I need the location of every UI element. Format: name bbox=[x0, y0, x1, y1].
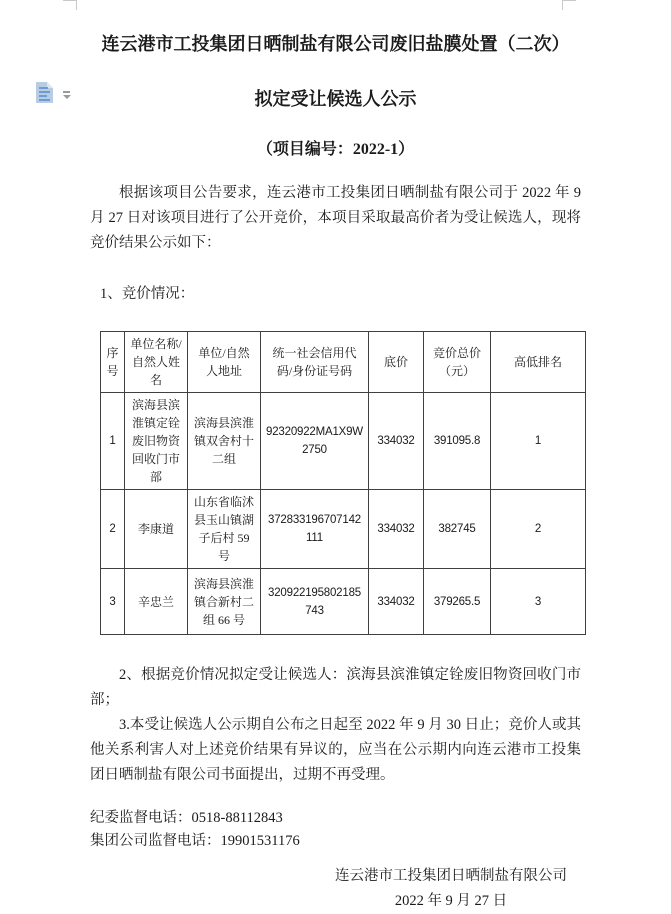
table-cell-credit-code: 92320922MA1X9W2750 bbox=[261, 393, 369, 490]
table-cell-rank: 3 bbox=[491, 569, 586, 635]
table-header-cell: 序号 bbox=[101, 332, 125, 393]
table-header-cell: 单位/自然人地址 bbox=[188, 332, 261, 393]
intro-paragraph: 根据该项目公告要求，连云港市工投集团日晒制盐有限公司于 2022 年 9 月 27 日对该项目进行了公开竞价，本项目采取最高价者为受让候选人，现将竞价结果公示如下： bbox=[90, 185, 581, 251]
table-cell-address: 山东省临沭县玉山镇湖子后村 59 号 bbox=[188, 490, 261, 569]
section-1-heading: 1、竞价情况： bbox=[100, 286, 195, 302]
table-cell-bid-total: 379265.5 bbox=[424, 569, 491, 635]
table-cell-name: 滨海县滨淮镇定铨废旧物资回收门市部 bbox=[125, 393, 188, 490]
table-cell-credit-code: 320922195802185743 bbox=[261, 569, 369, 635]
candidate-paragraph: 2、根据竞价情况拟定受让候选人：滨海县滨淮镇定铨废旧物资回收门市部； bbox=[90, 667, 581, 708]
dropdown-arrow-icon[interactable] bbox=[62, 91, 71, 101]
table-cell-rank: 1 bbox=[491, 393, 586, 490]
table-cell-rank: 2 bbox=[491, 490, 586, 569]
table-cell-credit-code: 372833196707142111 bbox=[261, 490, 369, 569]
page-subtitle: 拟定受让候选人公示 bbox=[254, 89, 417, 109]
phone-discipline: 纪委监督电话：0518-88112843 bbox=[90, 810, 283, 826]
crop-mark-top-left bbox=[63, 0, 77, 10]
table-row bbox=[101, 490, 586, 569]
table-cell-address: 滨海县滨淮镇双舍村十二组 bbox=[188, 393, 261, 490]
table-header-cell: 高低排名 bbox=[491, 332, 586, 393]
signature-company: 连云港市工投集团日晒制盐有限公司 bbox=[335, 868, 567, 884]
table-header-cell: 统一社会信用代码/身份证号码 bbox=[261, 332, 369, 393]
page-title: 连云港市工投集团日晒制盐有限公司废旧盐膜处置（二次） bbox=[101, 34, 570, 54]
table-cell-seq: 2 bbox=[101, 490, 125, 569]
table-cell-seq: 1 bbox=[101, 393, 125, 490]
table-cell-name: 李康道 bbox=[125, 490, 188, 569]
table-header-cell: 单位名称/自然人姓名 bbox=[125, 332, 188, 393]
paste-options-icon bbox=[36, 82, 53, 103]
table-cell-address: 滨海县滨淮镇合新村二组 66 号 bbox=[188, 569, 261, 635]
table-cell-base-price: 334032 bbox=[369, 490, 424, 569]
phone-company: 集团公司监督电话：19901531176 bbox=[90, 833, 300, 849]
table-header-cell: 底价 bbox=[369, 332, 424, 393]
project-number: （项目编号：2022-1） bbox=[256, 141, 415, 158]
table-cell-seq: 3 bbox=[101, 569, 125, 635]
table-cell-base-price: 334032 bbox=[369, 569, 424, 635]
table-header-cell: 竞价总价（元） bbox=[424, 332, 491, 393]
table-header-row bbox=[101, 332, 586, 393]
table-cell-base-price: 334032 bbox=[369, 393, 424, 490]
table-cell-bid-total: 391095.8 bbox=[424, 393, 491, 490]
table-row bbox=[101, 393, 586, 490]
table-cell-name: 辛忠兰 bbox=[125, 569, 188, 635]
signature-block bbox=[90, 864, 581, 914]
bidding-table bbox=[100, 331, 586, 635]
table-cell-bid-total: 382745 bbox=[424, 490, 491, 569]
notice-paragraph: 3.本受让候选人公示期自公布之日起至 2022 年 9 月 30 日止；竞价人或其他关系利害人对上述竞价结果有异议的，应当在公示期内向连云港市工投集团日晒制盐有限公司书面提出，过期不再受理。 bbox=[90, 717, 581, 783]
signature-date: 2022 年 9 月 27 日 bbox=[394, 893, 508, 909]
paste-options-button[interactable] bbox=[34, 82, 78, 108]
table-row bbox=[101, 569, 586, 635]
document-page bbox=[90, 0, 581, 914]
